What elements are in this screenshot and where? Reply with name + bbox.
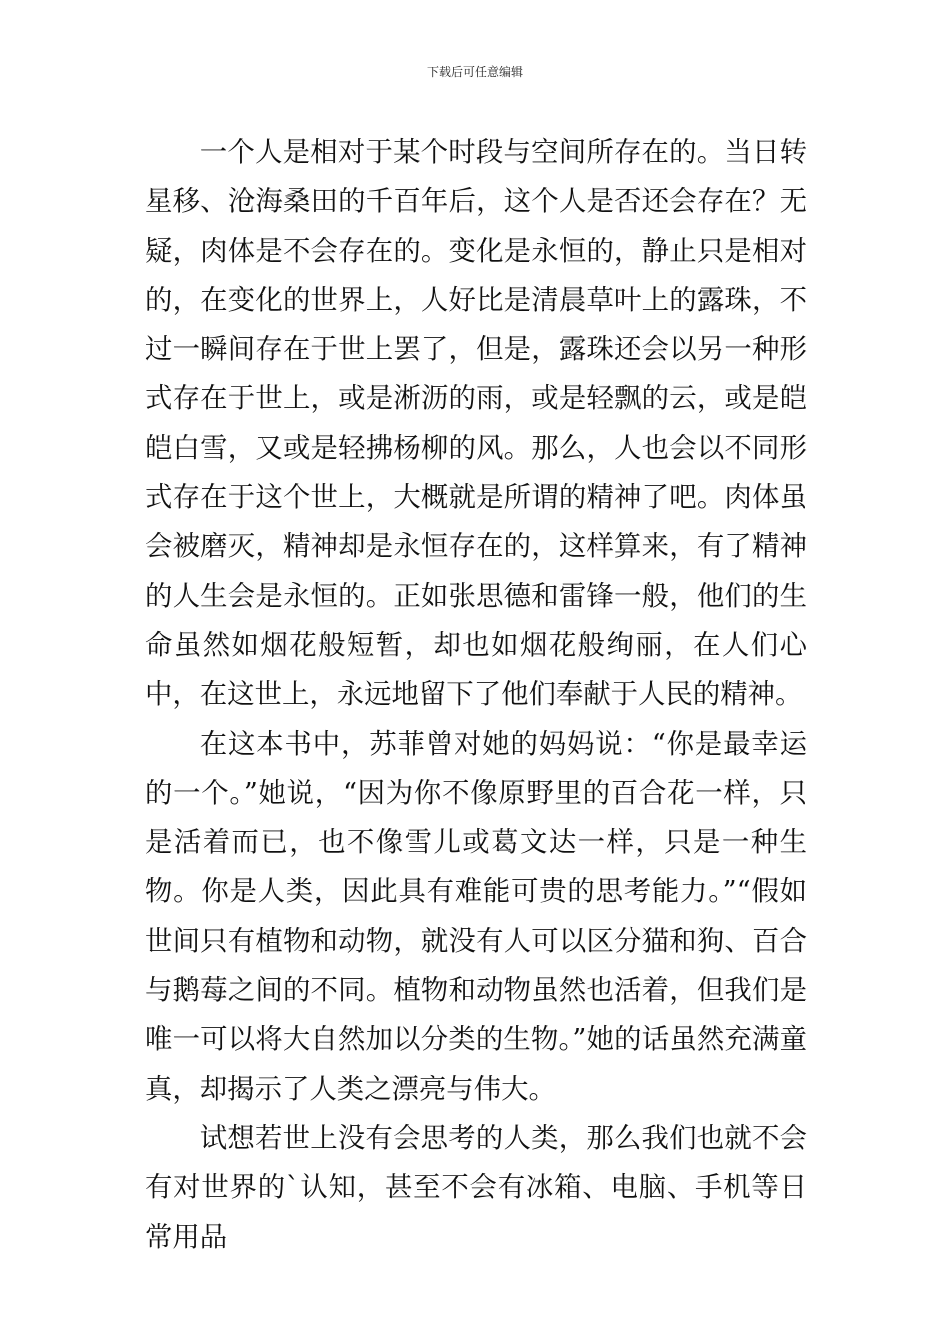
- body-text: [145, 128, 807, 1262]
- paragraph-3: 试想若世上没有会思考的人类，那么我们也就不会有对世界的`认知，甚至不会有冰箱、电脑、手机等日常用品: [145, 1122, 807, 1253]
- paragraph-1: 一个人是相对于某个时段与空间所存在的。当日转星移、沧海桑田的千百年后，这个人是否还会存在？无疑，肉体是不会存在的。变化是永恒的，静止只是相对的，在变化的世界上，人好比是清晨草叶上的露珠，不过一瞬间存在于世上罢了，但是，露珠还会以另一种形式存在于世上，或是淅沥的雨，或是轻飘的云，或是皑皑白雪，又或是轻拂杨柳的风。那么，人也会以不同形式存在于这个世上，大概就是所谓的精神了吧。肉体虽会被磨灭，精神却是永恒存在的，这样算来，有了精神的人生会是永恒的。正如张思德和雷锋一般，他们的生命虽然如烟花般短暂，却也如烟花般绚丽，在人们心中，在这世上，永远地留下了他们奉献于人民的精神。: [145, 137, 807, 711]
- header-note: 下载后可任意编辑: [426, 65, 523, 79]
- paragraph-2: 在这本书中，苏菲曾对她的妈妈说：“你是最幸运的一个。”她说，“因为你不像原野里的百合花一样，只是活着而已，也不像雪儿或葛文达一样，只是一种生物。你是人类，因此具有难能可贵的思考能力。”“假如世间只有植物和动物，就没有人可以区分猫和狗、百合与鹅莓之间的不同。植物和动物虽然也活着，但我们是唯一可以将大自然加以分类的生物。”她的话虽然充满童真，却揭示了人类之漂亮与伟大。: [145, 728, 807, 1105]
